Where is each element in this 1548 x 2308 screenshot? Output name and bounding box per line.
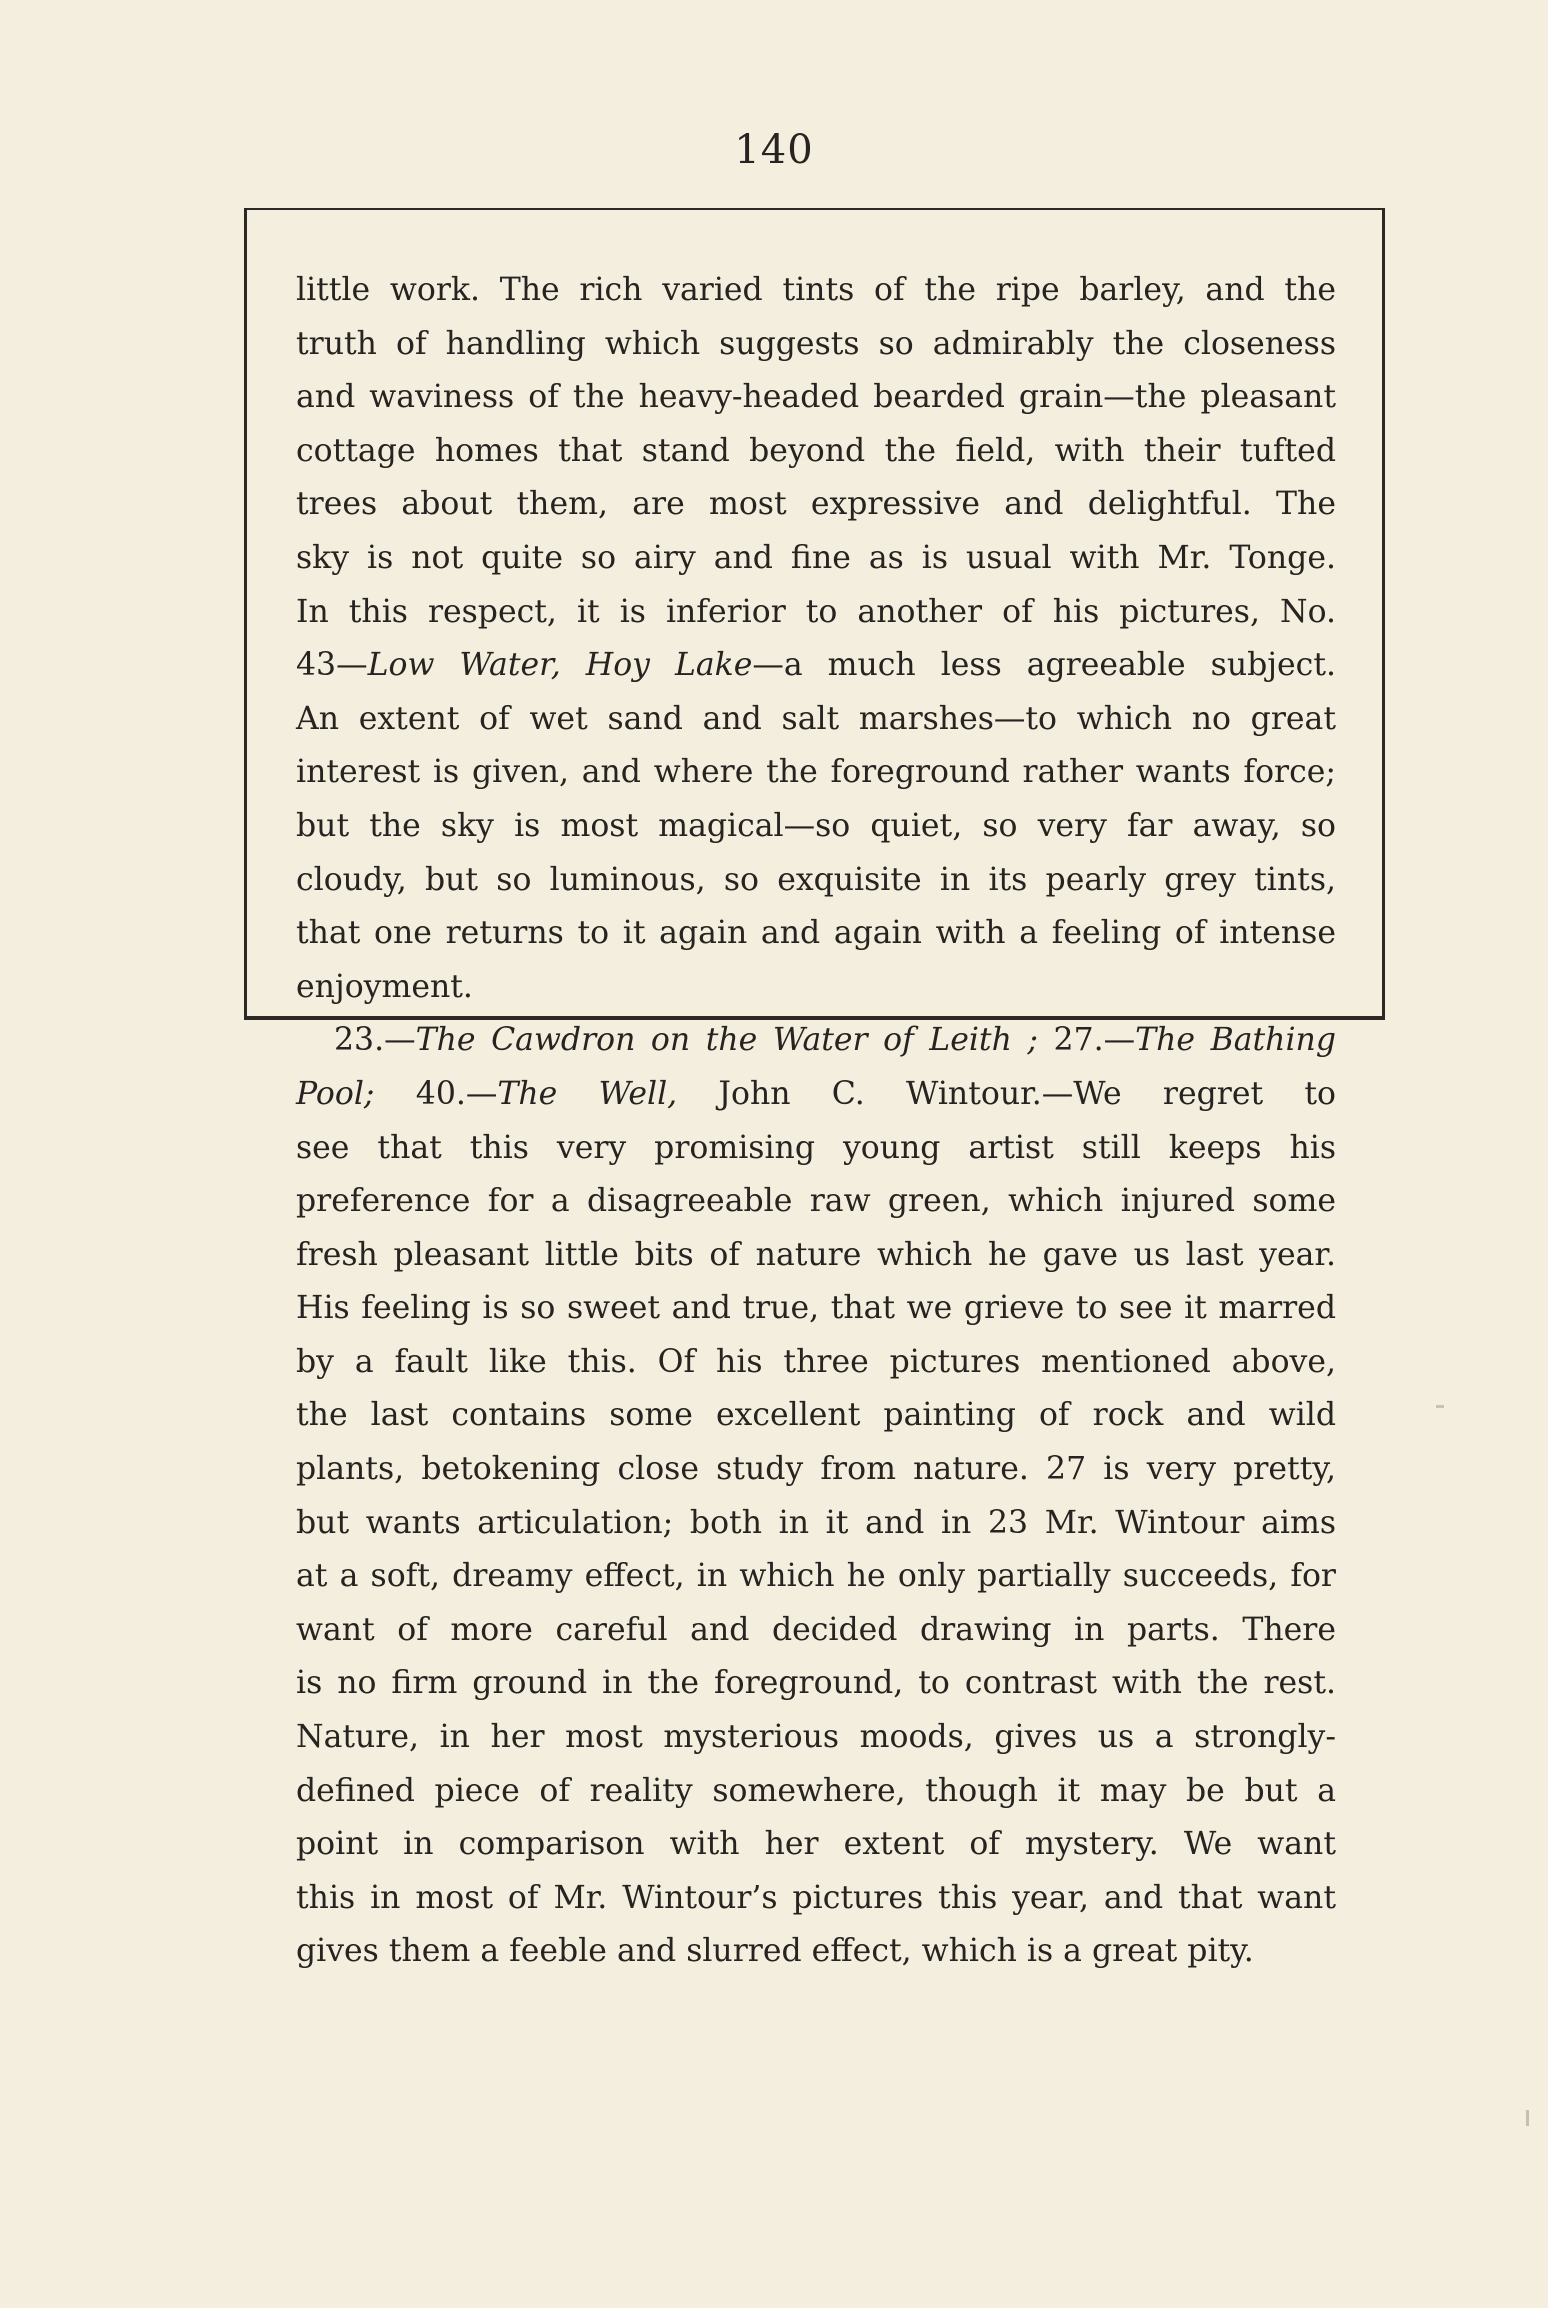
text-line: trees about them, are most expressive and delightful. The [296, 486, 1336, 523]
text-line: is no firm ground in the foreground, to contrast with the rest. [296, 1665, 1336, 1702]
paper-speck [1526, 2110, 1529, 2126]
artwork-title: Low Water, Hoy Lake [367, 647, 753, 684]
page-number: 140 [734, 127, 814, 173]
artwork-title: The Bathing [1135, 1022, 1336, 1059]
text-line: An extent of wet sand and salt marshes—to which no great [296, 700, 1336, 737]
text-line: but the sky is most magical—so quiet, so very far away, so [296, 807, 1336, 844]
text-line [296, 1068, 1336, 1122]
text-line: interest is given, and where the foreground rather wants force; [296, 754, 1336, 791]
paper-speck [1436, 1405, 1444, 1408]
text-line: and waviness of the heavy-headed bearded grain—the pleasant [296, 379, 1336, 416]
text-line: cottage homes that stand beyond the field, with their tufted [296, 432, 1336, 469]
text-line: truth of handling which suggests so admirably the closeness [296, 325, 1336, 362]
text-run: 40.— [374, 1075, 498, 1112]
text-line: at a soft, dreamy effect, in which he only partially succeeds, for [296, 1558, 1336, 1595]
text-line: preference for a disagreeable raw green, which injured some [296, 1183, 1336, 1220]
text-line: plants, betokening close study from nature. 27 is very pretty, [296, 1451, 1336, 1488]
text-line: sky is not quite so airy and fine as is usual with Mr. Tonge. [296, 539, 1336, 576]
text-run: 23.— [334, 1022, 416, 1059]
text-line: the last contains some excellent painting of rock and wild [296, 1397, 1336, 1434]
text-line: Nature, in her most mysterious moods, gives us a strongly- [296, 1719, 1336, 1756]
text-line: cloudy, but so luminous, so exquisite in its pearly grey tints, [296, 861, 1336, 898]
text-line: little work. The rich varied tints of the ripe barley, and the [296, 272, 1336, 308]
text-line: want of more careful and decided drawing in parts. There [296, 1611, 1336, 1648]
text-line [296, 639, 1336, 693]
text-line: by a fault like this. Of his three pictures mentioned above, [296, 1343, 1336, 1380]
text-line: this in most of Mr. Wintour’s pictures this year, and that want [296, 1879, 1336, 1916]
text-run: —a much less agreeable subject. [752, 647, 1336, 684]
text-run: 43— [296, 647, 368, 684]
text-line: In this respect, it is inferior to another of his pictures, No. [296, 593, 1336, 630]
text-line: His feeling is so sweet and true, that we grieve to see it marred [296, 1290, 1336, 1327]
body-text [296, 264, 1336, 1979]
artwork-title: Pool; [296, 1075, 375, 1112]
text-line: fresh pleasant little bits of nature which he gave us last year. [296, 1236, 1336, 1273]
text-line: see that this very promising young artist still keeps his [296, 1129, 1336, 1166]
text-line: point in comparison with her extent of mystery. We want [296, 1826, 1336, 1863]
artwork-title: The Well, [497, 1075, 678, 1112]
text-run: 27.— [1038, 1022, 1136, 1059]
artwork-title: The Cawdron on the Water of Leith ; [415, 1022, 1038, 1059]
text-line: enjoyment. [296, 968, 473, 1005]
text-line: defined piece of reality somewhere, though it may be but a [296, 1772, 1336, 1809]
text-line [296, 1014, 1336, 1068]
text-line: gives them a feeble and slurred effect, which is a great pity. [296, 1933, 1254, 1970]
text-line: but wants articulation; both in it and in 23 Mr. Wintour aims [296, 1504, 1336, 1541]
text-line: that one returns to it again and again with a feeling of intense [296, 915, 1336, 952]
text-run: John C. Wintour.—We regret to [677, 1075, 1336, 1112]
